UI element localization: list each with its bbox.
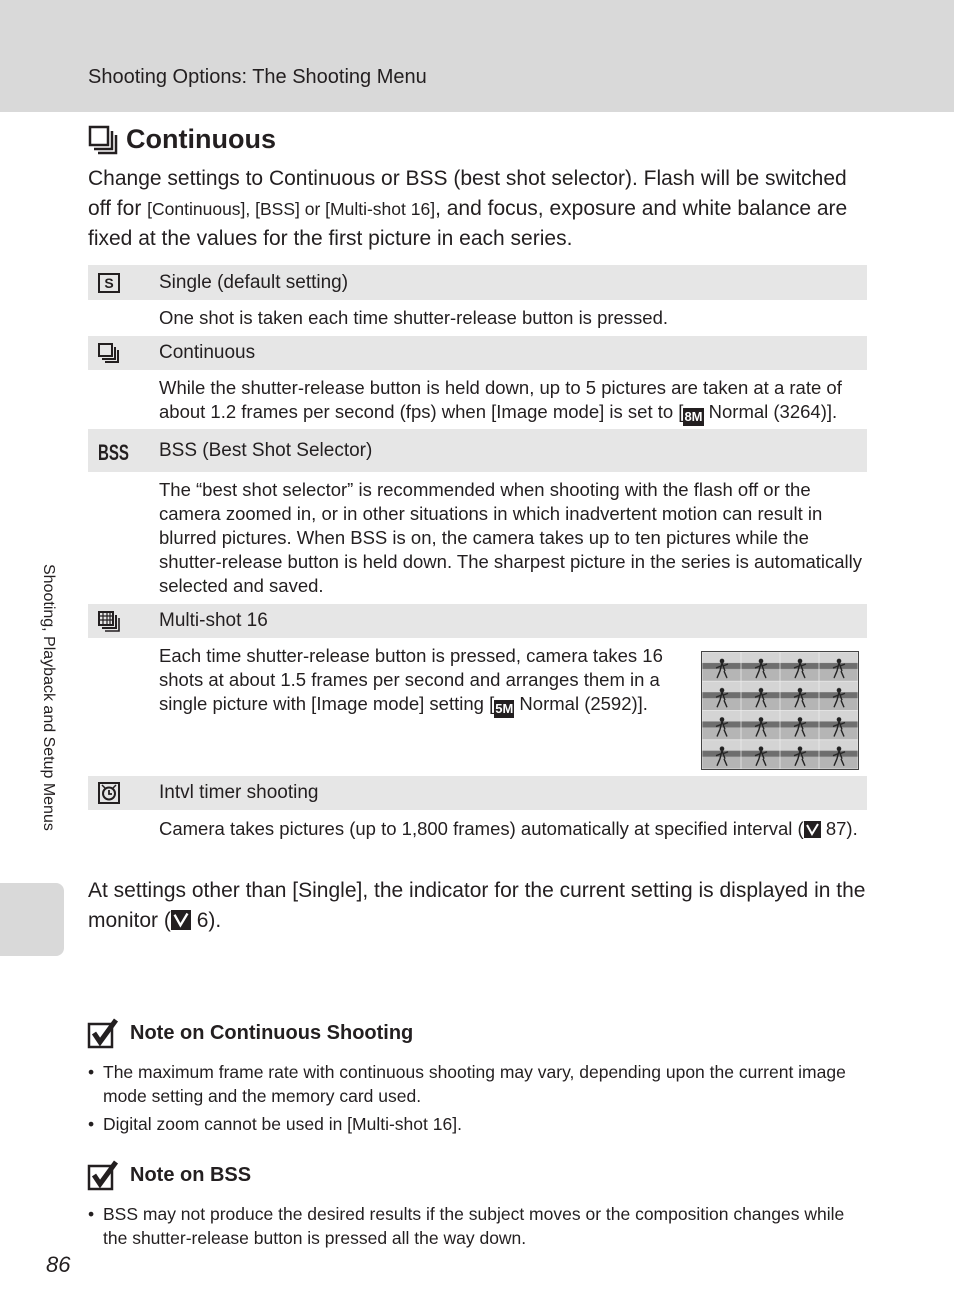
note-list [88, 1202, 868, 1254]
list-item: • BSS may not produce the desired results if the subject moves or the composition changes while the shutter-release button is pressed all the way down. [88, 1202, 868, 1250]
image-mode-5m-icon: 5M [495, 701, 514, 716]
note-heading: Note on BSS [88, 1160, 251, 1190]
svg-text:BSS: BSS [98, 439, 129, 465]
option-label: Multi-shot 16 [159, 610, 268, 631]
option-desc: One shot is taken each time shutter-release button is pressed. [159, 307, 669, 328]
option-row-bss [88, 429, 867, 472]
image-mode-8m-icon: 8M [684, 409, 703, 424]
page-reference-icon [804, 821, 821, 838]
list-item: • The maximum frame rate with continuous shooting may vary, depending upon the current image mode setting and the memory card used. [88, 1060, 868, 1108]
section-header: Shooting Options: The Shooting Menu [88, 66, 427, 88]
option-row-continuous [88, 336, 867, 370]
option-row-interval-timer [88, 776, 867, 810]
multi-shot-icon [98, 611, 120, 631]
page-number: 86 [46, 1252, 71, 1277]
option-label: Single (default setting) [159, 271, 349, 293]
note-list [88, 1060, 868, 1140]
sidebar-label: Shooting, Playback and Setup Menus [40, 564, 57, 831]
title-text: Continuous [126, 124, 276, 154]
continuous-icon [88, 125, 118, 155]
after-paragraph: At settings other than [Single], the indicator for the current setting is displayed in the monitor ( 6). [88, 879, 866, 932]
header-band [0, 0, 954, 112]
option-row-multi-shot [88, 604, 867, 638]
single-icon [98, 273, 120, 293]
list-item: • Digital zoom cannot be used in [Multi-shot 16]. [88, 1112, 868, 1136]
interval-timer-icon [98, 782, 120, 804]
option-row-single [88, 265, 867, 300]
option-desc: Each time shutter-release button is pressed, camera takes 16 shots at about 1.5 frames per second and arranges them in a single picture with [Image mode] setting [5M Normal (2592)]. [159, 645, 663, 716]
sidebar-tab [0, 883, 64, 956]
check-icon [88, 1160, 118, 1190]
continuous-icon [98, 343, 120, 363]
option-desc: The “best shot selector” is recommended when shooting with the flash off or the camera zoomed in, or in other situations in which inadvertent motion can result in blurred pictures. When BSS is on, the camera takes up to ten pictures while the shutter-release button is held down. The sharpest picture in the series is automatically selected and saved. [159, 479, 863, 596]
multi-shot-sample-image [701, 651, 859, 770]
note-heading: Note on Continuous Shooting [88, 1018, 413, 1048]
svg-text:S: S [104, 274, 114, 291]
option-label: Continuous [159, 342, 256, 363]
option-desc: Camera takes pictures (up to 1,800 frames) automatically at specified interval ( 87). [159, 818, 858, 839]
option-label: BSS (Best Shot Selector) [159, 439, 373, 461]
page-title [88, 124, 276, 155]
option-desc: While the shutter-release button is held down, up to 5 pictures are taken at a rate of about 1.2 frames per second (fps) when [Image mode] is set to [8M Normal (3264)]. [159, 377, 842, 424]
bss-icon [98, 438, 130, 464]
page-reference-icon [171, 910, 191, 930]
option-label: Intvl timer shooting [159, 782, 319, 803]
intro-paragraph: Change settings to Continuous or BSS (best shot selector). Flash will be switched off for [Continuous], [BSS] or [Multi-shot 16], and focus, exposure and white balance are fixed at the values for the first picture in each series. [88, 167, 848, 250]
check-icon [88, 1018, 118, 1048]
